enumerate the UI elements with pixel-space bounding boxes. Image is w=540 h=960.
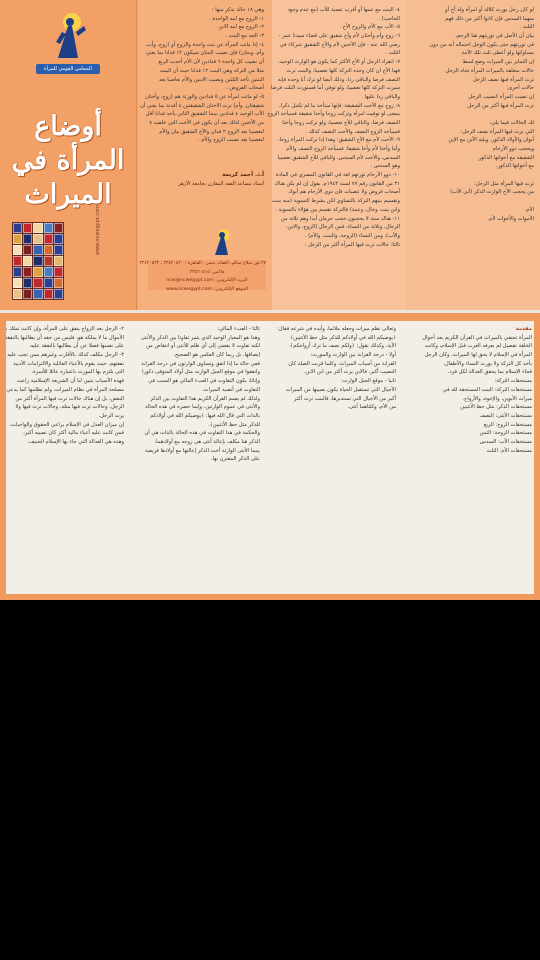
text-line: مستحقات التركة: البنت المستحقة لله في xyxy=(442,386,532,393)
text-line: ترث فيها المرأة مثل الرجل: xyxy=(474,180,534,187)
text-line: بالذات التي قال الله فيها: ﴿يوصيكم الله في أولادكم xyxy=(150,412,260,419)
quilt-patch xyxy=(44,289,53,299)
text-line: مثلا من التركة وهي البنت ١٢ فدانا حيث أن البنت xyxy=(159,67,264,74)
text-line: لكنه تفاوت لا يفضي إلى أي ظلم للأنثى أو انتقاص من xyxy=(146,343,260,350)
quilt-patch xyxy=(33,223,42,233)
text-line: لو كان رجل يورث كلالة أو امرأة وله أخ أو xyxy=(445,7,534,13)
text-line: التفاوت في أنصبة الميراث. xyxy=(201,386,260,393)
text-line: ٧- انقراد الرجل أو الأخ الأكثر كما يكون هو الوارث الوحيد، xyxy=(278,59,400,66)
text-line: مستحقات الزوجة: الثمن xyxy=(479,430,532,437)
text-line: ٣- الجد مع البنت . xyxy=(225,33,264,40)
text-line: الثلث . xyxy=(385,50,400,57)
quilt-patch xyxy=(23,278,32,288)
text-line: وإناثا، يكون التفاوت في العبء المالي هو السبب في xyxy=(148,378,260,385)
quilt-patch xyxy=(13,278,22,288)
text-line: وتقسيم بينهم التركة بالتساوي لكن بشرط التسوية (منه بنت، xyxy=(271,198,400,205)
text-line: مستحقات الزوج: الربع xyxy=(483,421,532,428)
text-line: يأخذ كل التركة ولا يورث النساء والأطفال، xyxy=(443,360,532,367)
text-line: إن ميزان العدل في الإسلام يراعي الحقوق والواجبات، xyxy=(9,421,124,428)
text-line: فهنا الأخ ان كان وحده التركة كلها تعصيبا، والبنت ترث xyxy=(286,67,400,74)
text-line: البعض، بل إن هناك حالات ترث فيها المرأة أكثر من xyxy=(15,395,124,402)
text-line: ثانيا - موقع الجيل الوارث: xyxy=(341,378,396,385)
text-line: أكبر من الأجيال التي تستدبرها، فالبنت ترث أكثر xyxy=(293,395,396,402)
brochure-outer-side xyxy=(0,0,540,312)
text-line: البنتين تأخذ الثلثين ونصيب الابنين والأم تعاصبا بعد xyxy=(158,76,264,83)
quilt-patch xyxy=(33,278,42,288)
quilt-patch xyxy=(44,223,53,233)
text-line: أبوان والأولاد الذكور، ويليه الأبن مع الإبن xyxy=(448,137,534,144)
logo-banner: المجلس القومي للمرأة xyxy=(36,64,100,74)
quilt-patch xyxy=(13,234,22,244)
text-line: مستحقات الأم: الثلث xyxy=(486,447,532,454)
quilt-patch xyxy=(54,289,63,299)
inner-panel-3-text xyxy=(276,325,396,590)
cover-title-line: المرأة في xyxy=(11,145,125,176)
text-line: رضي الله عنه - فإن الأختين لأم والأخ الشقيق شركاء في xyxy=(279,41,400,48)
quilt-patch xyxy=(54,223,63,233)
inner-panel-2 xyxy=(136,313,270,600)
column-2-text xyxy=(412,6,534,302)
text-line: فسيأخذ الزوج النصف والأخت النصف كذلك . xyxy=(305,128,400,135)
quilt-patch xyxy=(44,267,53,277)
text-line: على نفسها فضلا عن أن يطالبها بالنفقة عليه. xyxy=(28,343,124,350)
ncw-logo-icon xyxy=(48,12,88,60)
text-line: ١٠- ذوو الأرحام تورثهم لغة في القانون المصري في المادة xyxy=(275,172,400,179)
quilt-patch xyxy=(54,256,63,266)
quilt-patch xyxy=(54,278,63,288)
text-line: التي يلتزم بها المورث باعتباره عائلا للأسرة. xyxy=(31,369,124,376)
text-line: النصف فرضا، والباقي للأخ تعصيبا، ولو تركت زوجا وأختا xyxy=(282,119,400,126)
text-line: في توريثهم حتى يكون الوجل احتماله أنه من دون xyxy=(429,41,534,48)
text-line: ففي حالة ما إذا اتفق وتساوى الوارثون في درجة القرابة xyxy=(141,360,260,367)
text-line: النصيب أكبر، فالابن يرث أكثر من ابن الابن. xyxy=(303,369,396,376)
quilt-patch xyxy=(13,256,22,266)
text-line: حالات أخرى: xyxy=(506,85,534,92)
text-line: من يحجب الأخ الوارث الذكر (أبي الأب) xyxy=(450,189,534,196)
text-column-1 xyxy=(267,0,406,312)
text-line: فمن كانت عليه أعباء مالية أكثر كان نصيبه أكبر، xyxy=(23,430,124,437)
text-line: لك الحالات فيما يلي: xyxy=(489,119,534,126)
text-line: التي ترث فيها المرأة نصف الرجل: xyxy=(460,128,534,135)
text-line: الأموال ما لا يملكه هو، فليس من حقه أن يطالبها بالنفقة xyxy=(4,334,124,341)
text-line: مستحقات التركة: xyxy=(494,378,532,385)
text-line: إن نصيب المرأة كنصيب الرجل xyxy=(468,93,534,100)
text-line: وهذا هو المعيار الوحيد الذي يثمر تفاوتا بين الذكر والأنثى xyxy=(140,334,260,341)
quilt-patch xyxy=(54,245,63,255)
text-line: ١- الزوج مع ابنه الواحدة . xyxy=(209,15,264,22)
quilt-patch xyxy=(13,223,22,233)
quilt-patch xyxy=(54,234,63,244)
cover-panel xyxy=(0,0,137,312)
cover-title xyxy=(8,110,128,220)
text-line: ميراث الأبوين، والإخوة، والأزواج. xyxy=(462,395,532,402)
text-line: الآية، وكذلك يقول: ﴿ولكم نصف ما ترك أزواجكم﴾. xyxy=(288,343,396,350)
middle-panel xyxy=(138,0,272,312)
middle-panel-text xyxy=(140,6,264,156)
text-line: بينما الأنثى الوارثة أخت الذكر إعالتها مع أولادها فريضة xyxy=(144,447,260,454)
cover-title-line: أوضاع xyxy=(34,111,102,142)
text-line: لتعصيبا بعد الزوج ٢ فدان والأخ الشقيق بيان والأم xyxy=(159,128,264,135)
inner-panel-1-text xyxy=(0,325,124,590)
text-line: أصحاب الفروض . xyxy=(226,85,264,92)
quilt-patch xyxy=(13,289,22,299)
inner-panel-1 xyxy=(0,313,134,600)
text-line: مصلحة المرأة في نظام الميراث، ولم تظلمها كما يدعي xyxy=(6,386,124,393)
cover-title-line: الميراث xyxy=(24,179,112,210)
text-line: وابن بنت، وخال، وعمة) فالتركة تقسم بين هؤلاء بالتسوية . xyxy=(275,206,400,213)
text-line: الأم. xyxy=(524,206,534,213)
contact-line: البريد الإلكتروني: ncw@ncwegypt.com xyxy=(166,278,248,284)
text-line: ٥- الأب مع الأم والزوج الأخ . xyxy=(339,24,400,31)
quilt-patch xyxy=(33,234,42,244)
column-1-text xyxy=(267,6,400,302)
quilt-patch xyxy=(44,256,53,266)
text-line: وهي ١٨ حالة نذكر منها : xyxy=(211,7,264,13)
text-line: المرأة في الإسلام لا يحق لها الميراث، وكان الرجل xyxy=(424,352,532,359)
quilt-patch xyxy=(13,267,22,277)
text-line: ثالثا: حالات ترث فيها المرأة أكثر من الرجل : xyxy=(304,241,400,248)
text-line xyxy=(412,110,534,119)
contact-line: ٢٧ ش صلاح سالم، العقاد، مصر - القاهرة - ٢٣٤٢٠٥٢٠ ، ٢٣٤٢٠٥٢٢ xyxy=(139,261,266,266)
website-url: www.ncwegypt.com xyxy=(95,204,101,255)
quilt-patch xyxy=(33,267,42,277)
quilt-patch xyxy=(23,289,32,299)
contact-info xyxy=(139,260,266,293)
inner-panel-4-text xyxy=(418,325,532,590)
text-line: والأب)، ومن النساء (الزوجة، والبنت، والأم) . xyxy=(304,232,400,239)
text-line: بمعنى لو توفيت امرأة وتركت زوجا وأختا شقيقة فسيأخذ الزوج xyxy=(267,111,400,118)
text-column-2 xyxy=(406,0,540,312)
text-line: مستحقات الذكر: مثل حظ الأنثيين xyxy=(460,404,532,411)
text-line: سيرث التركة كلها تعصيبا، ولو توفي أما فستورث الثلث فرضا xyxy=(270,85,400,92)
text-line: الذكر هنا مكلف بإعالة أنثى هي زوجه مع أولادهما، xyxy=(154,438,260,445)
quilt-patch xyxy=(44,278,53,288)
text-line: والأنثى في عموم الوارثين، وإنما حصره في هذه الحالة xyxy=(144,404,260,411)
quilt-patch xyxy=(23,256,32,266)
text-line: ٩- الأخت لأم مع الأخ الشقيق: وهذا إذا تركت المرأة زوجا، xyxy=(277,137,400,144)
text-line: ٣١ من القانون رقم ٧٧ لسنة ١٩٤٣م، يقول إن لم يكن هناك xyxy=(274,180,400,187)
text-line: الأب الوحيد ٤ فدادين بينما الشقيق الثاني يأخذ فدانا أقل xyxy=(145,111,264,118)
text-line: وأما وأختا لأم وأخا شقيقا: فسيأخذ الزوج النصف والأم xyxy=(286,146,400,152)
text-line: فهذه الأسباب يتبين لنا أن الشريعة الإسلامية راعت xyxy=(16,378,124,385)
text-line: الرجل، وحالات ترث فيها مثله، وحالات ترث فيها ولا xyxy=(15,404,124,411)
text-line xyxy=(412,197,534,206)
text-line: مستحقات الأنثى: النصف xyxy=(479,412,532,419)
text-line: ولذلك لم يعمم القرآن الكريم هذا التفاوت بين الذكر xyxy=(150,395,260,402)
text-line: الخلقة تفصيل لم يعرفه العرب قبل الإسلام، وكانت xyxy=(424,343,532,350)
text-line: وأم، وبنتان) فإن نصيب البنتان سيكون ١٢ فدانا بما يعني xyxy=(145,50,264,57)
text-line: الرجال، وثلاثة من النساء، فمن الرجال (الزوج، والابن، xyxy=(286,224,400,231)
introduction-heading: مقدمة xyxy=(515,326,532,332)
inner-panel-4 xyxy=(408,313,540,600)
text-line: يرث الرجل. xyxy=(98,412,124,419)
quilt-patch xyxy=(23,267,32,277)
contact-line: الموقع الإلكتروني: www.ncwegypt.com xyxy=(166,287,248,293)
quilt-patch xyxy=(33,245,42,255)
text-line: إن التمايز بين الميراث وضع لنمط xyxy=(462,59,534,66)
text-line: وهذه هي العدالة التي جاء بها الإسلام الحنيف. xyxy=(27,438,124,445)
brochure-inner-side xyxy=(0,313,540,600)
quilt-patch xyxy=(23,234,32,244)
text-line: ٤- البنت مع عمها أو أقرب عصبة للأب (مع عدم وجود xyxy=(287,7,400,13)
text-line: ٣- الرجل مكلف كذلك بالأقارب وغيرهم ممن تجب عليه xyxy=(7,352,124,359)
text-line: من الأختين لذلك بعد أن يكون في الأخت التي خلفت ٨ xyxy=(149,119,264,126)
text-line: ﴿يوصيكم الله في أولادكم للذكر مثل حظ الأنثيين﴾ xyxy=(290,334,396,341)
quilt-patch xyxy=(13,245,22,255)
text-line: منهما السدس فإن كانوا أكثر من ذلك فهم xyxy=(445,15,534,22)
text-line: بيان أن الأصل في توريثهم هنا الرحم، xyxy=(455,33,534,40)
ncw-small-logo-icon xyxy=(208,228,236,256)
author-role: أستاذ مساعد الفقه المقارن بجامعة الأزهر xyxy=(178,181,264,187)
text-line: ٨- زوج مع الأخت الشقيقة: فإنها ستأخذ ما لم تكمل ذكرا، xyxy=(278,102,400,109)
contact-line: فاكس: ٢٣٤٢٠٥١٥ xyxy=(189,269,225,275)
text-line: واتفقوا في موقع الجيل الوارث مثل أولاد المتوفى ذكورا xyxy=(142,369,260,376)
text-line: الأجيال التي تستقبل الحياة يكون نصيبها من الميراث xyxy=(285,386,396,393)
quilt-patch xyxy=(23,223,32,233)
text-line: الأموات والأخوات لأم. xyxy=(487,215,534,222)
text-line: والحكمة في هذا التفاوت في هذه الحالة بالذات هي أن xyxy=(144,430,260,437)
text-line: ترث المرأة فيها أكثر من الرجل xyxy=(467,102,534,109)
text-line: الثلث . xyxy=(519,24,534,31)
text-line: النصف فرضا والباقي ردا، وذلك أيضا لو ترك أبا وحده فإنه xyxy=(277,76,400,83)
text-line: ٢- الرجل بعد الزواج ينفق على المرأة، وإن كانت تملك من xyxy=(0,326,124,332)
text-line: والباقي ردا عليها . xyxy=(361,93,400,100)
text-line: لتعصيبا بعد نصيب الزوج والأم . xyxy=(198,137,264,144)
text-line: فجاء الإسلام بما يحقق العدالة لكل فرد. xyxy=(447,369,532,376)
quilt-patch xyxy=(33,289,42,299)
text-line: مع أخواتها الذكور. xyxy=(495,163,534,170)
inner-panel-2-text xyxy=(140,325,260,590)
text-line: ٥- لو ماتت امرأة عن ٥ فدادين والورثة هم (زوج، وأختان xyxy=(144,93,264,100)
text-line: ترث المرأة فيها نصف الرجل xyxy=(472,76,534,83)
text-line: ثالثا - العبء المالي: xyxy=(217,326,260,332)
author-name: أ.د. أحمد كريمة xyxy=(222,172,264,178)
inner-panel-3 xyxy=(272,313,406,600)
text-line: الشقيقة مع أخواتها الذكور. xyxy=(477,154,534,161)
text-line: وهو السدس . xyxy=(370,163,400,170)
text-line: إنصافها، بل ربما كان العكس هو الصحيح. xyxy=(173,352,260,359)
text-line: وتعالى نظم ميراث وجعله ملائما، وأيده في شرعه فقال: xyxy=(276,326,396,332)
quilt-patch xyxy=(23,245,32,255)
text-line: حالات متعلقة بالميراث المرأة تجاه الرجل xyxy=(445,67,534,74)
text-line: ٦- زوج وأم وأختان لأم وأخ شقيق على قضاء سيدنا عمر - xyxy=(278,33,400,40)
text-line: للذكر مثل حظ الأنثيين﴾. xyxy=(208,421,260,428)
text-line: من الأم، وكلتاهما أنثى. xyxy=(347,404,396,411)
text-line: أصحاب فروض ولا عصبات فإن ذوي الأرحام هم أبوك xyxy=(288,189,400,196)
text-line: السدس، والأخت لأم السدس، والباقي للأخ الشقيق تعصيبا xyxy=(277,154,400,161)
text-line: الحاجب) . xyxy=(378,15,400,22)
text-line: ويحجب ذوو الأرحام xyxy=(492,146,534,152)
quilt-patch xyxy=(33,256,42,266)
text-line: نفقتهم، حيث يقوم بالأعباء العائلية والالتزامات الأدبية xyxy=(13,360,124,367)
text-line: المرأة تحتفي بالميراث في القرآن الكريم بعد أحوال xyxy=(422,334,532,341)
text-line: أن نصيب كل واحدة ٦ فدادين لأن الأم أخذت الربع xyxy=(158,59,264,66)
text-line: مستحقات الأب: السدس xyxy=(479,438,532,445)
text-line: القرابة من أسباب الميراث، وكلما قربت الصلة كان xyxy=(288,360,396,367)
text-line: على الذكر المقترن بها. xyxy=(210,456,260,463)
text-line: أولا - درجة القرابة بين الوارث والمورث: xyxy=(310,352,396,359)
text-line xyxy=(412,171,534,180)
ncw-logo xyxy=(30,12,106,82)
text-line: ٢- الزوج مع ابنه الابن . xyxy=(215,24,264,31)
text-line: ١١- هناك ستة لا يحجبون حجب حرمان أبدا وهم ثلاثة من xyxy=(280,215,400,222)
quilt-patch xyxy=(44,245,53,255)
quilt-patch xyxy=(44,234,53,244)
text-line: مساواتها ولو أعطى ثلث تلك الأمة. xyxy=(460,50,534,57)
quilt-patch xyxy=(54,267,63,277)
text-line: ٤- إذا ماتت المرأة عن بنت واحدة والزوج أو (زوج، وأب، xyxy=(145,41,264,48)
patchwork-quilt-image xyxy=(12,222,64,300)
text-line: شقيقتان، وأم) ترث الاختان الشقيقتين ٤ أفدنة بما يعني أن xyxy=(140,102,264,109)
